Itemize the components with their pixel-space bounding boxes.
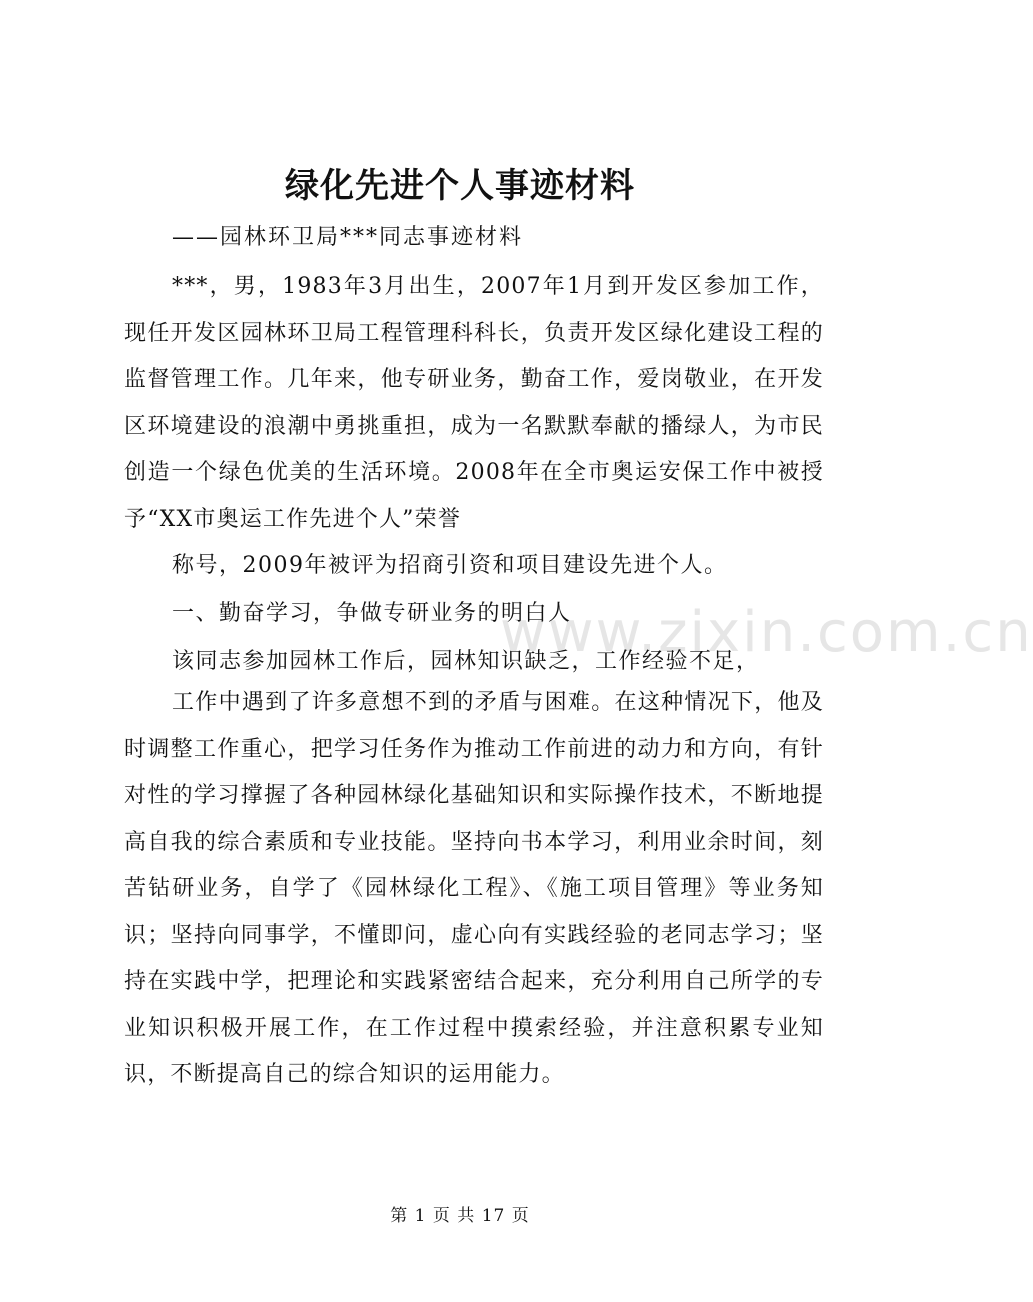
section-heading: 一、勤奋学习，争做专研业务的明白人 [172, 601, 572, 626]
paragraph-intro: ***，男，1983年3月出生，2007年1月到开发区参加工作，现任开发区园林环卫局工程管理科科长，负责开发区绿化建设工程的监督管理工作。几年来，他专研业务，勤奋工作，爱岗敬业，在开发区环境建设的浪潮中勇挑重担，成为一名默默奉献的播绿人，为市民创造一个绿色优美的生活环境。2008年在全市奥运安保工作中被授予“XX市奥运工作先进个人”荣誉 [124, 274, 824, 532]
page-footer: 第 1 页 共 17 页 [390, 1206, 530, 1226]
page-subtitle: ——园林环卫局***同志事迹材料 [172, 225, 524, 250]
paragraph-honor: 称号，2009年被评为招商引资和项目建设先进个人。 [172, 553, 728, 578]
paragraph-background: 该同志参加园林工作后，园林知识缺乏，工作经验不足， [172, 649, 760, 674]
page-title: 绿化先进个人事迹材料 [285, 166, 635, 206]
paragraph-study: 工作中遇到了许多意想不到的矛盾与困难。在这种情况下，他及时调整工作重心，把学习任务作为推动工作前进的动力和方向，有针对性的学习撑握了各种园林绿化基础知识和实际操作技术，不断地提高自我的综合素质和专业技能。坚持向书本学习，利用业余时间，刻苦钻研业务，自学了《园林绿化工程》、《施工项目管理》等业务知识；坚持向同事学，不懂即问，虚心向有实践经验的老同志学习；坚持在实践中学，把理论和实践紧密结合起来，充分利用自己所学的专业知识积极开展工作，在工作过程中摸索经验，并注意积累专业知识，不断提高自己的综合知识的运用能力。 [124, 690, 824, 1087]
watermark: www.zixin.com.cn [500, 600, 1033, 665]
